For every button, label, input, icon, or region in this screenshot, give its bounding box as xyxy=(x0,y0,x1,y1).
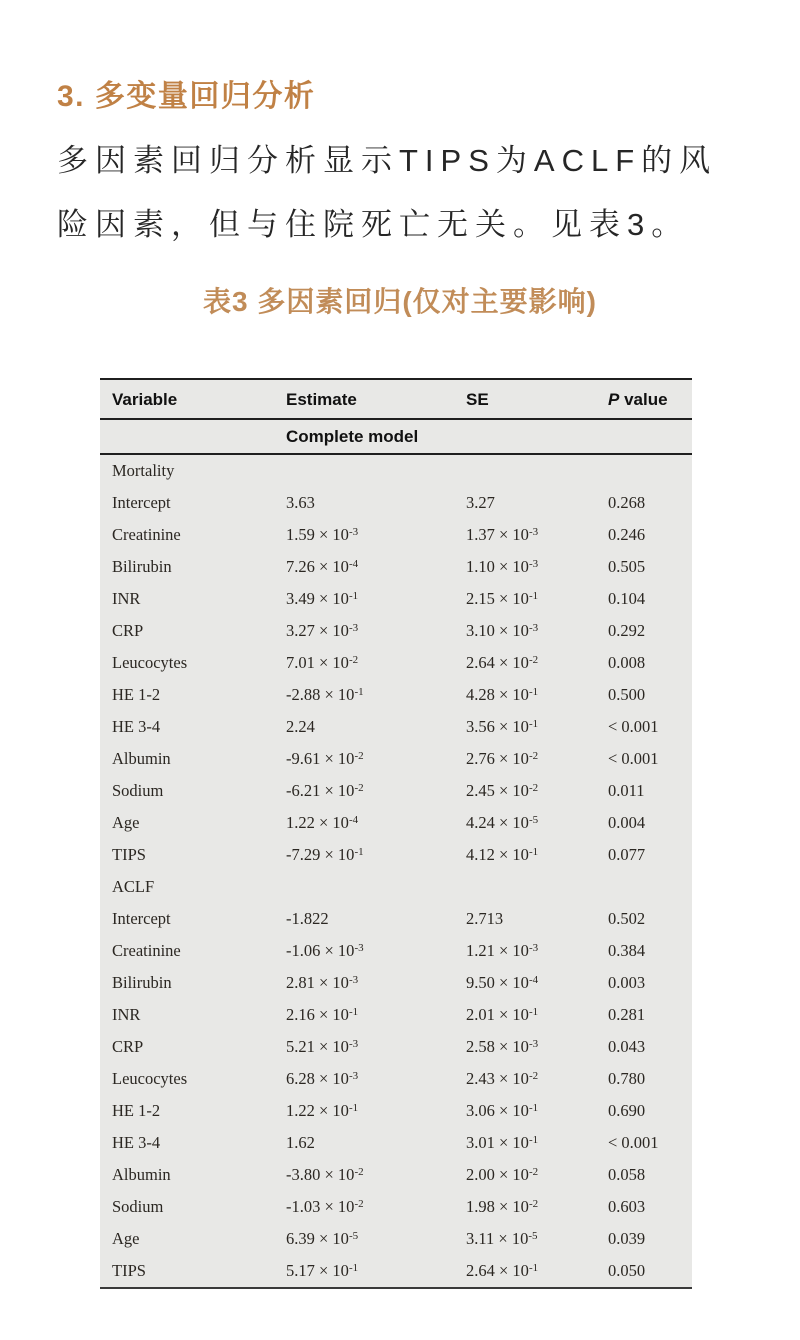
estimate-cell: $6.39 \times 10^{-5}$ xyxy=(286,1229,359,1248)
estimate-cell: $-3.80 \times 10^{-2}$ xyxy=(286,1165,364,1184)
p-value-cell xyxy=(608,871,692,903)
table-row xyxy=(100,1223,692,1255)
section-row xyxy=(100,454,692,487)
estimate-cell: $3.49 \times 10^{-1}$ xyxy=(286,589,359,608)
se-cell: $1.21 \times 10^{-3}$ xyxy=(466,941,539,960)
se-cell: $4.12 \times 10^{-1}$ xyxy=(466,845,539,864)
estimate-cell: 2.24 xyxy=(286,717,315,736)
table-row xyxy=(100,551,692,583)
section-row xyxy=(100,871,692,903)
p-value-cell: 0.004 xyxy=(608,813,646,832)
se-cell: $4.28 \times 10^{-1}$ xyxy=(466,685,539,704)
table-caption: 表3 多因素回归(仅对主要影响) xyxy=(202,286,597,317)
table-row xyxy=(100,775,692,807)
variable-cell: Creatinine xyxy=(112,941,181,960)
p-value-cell: 0.104 xyxy=(608,589,646,608)
p-value-cell: < 0.001 xyxy=(608,749,659,768)
variable-cell: HE 3-4 xyxy=(112,1133,161,1152)
variable-cell: HE 3-4 xyxy=(112,717,161,736)
p-value-cell: 0.008 xyxy=(608,653,646,672)
se-cell: $2.64 \times 10^{-2}$ xyxy=(466,653,539,672)
table-row xyxy=(100,807,692,839)
table-row xyxy=(100,487,692,519)
estimate-cell: $-9.61 \times 10^{-2}$ xyxy=(286,749,364,768)
se-cell: 3.27 xyxy=(466,493,495,512)
subheader-spacer xyxy=(100,419,286,454)
p-value-cell: 0.500 xyxy=(608,685,646,704)
p-value-cell: 0.281 xyxy=(608,1005,646,1024)
se-cell: $2.58 \times 10^{-3}$ xyxy=(466,1037,539,1056)
variable-cell: TIPS xyxy=(112,845,146,864)
p-value-cell: 0.502 xyxy=(608,909,646,928)
estimate-cell: $-1.03 \times 10^{-2}$ xyxy=(286,1197,364,1216)
estimate-cell: -1.822 xyxy=(286,909,329,928)
estimate-cell xyxy=(286,871,466,903)
se-cell: $2.43 \times 10^{-2}$ xyxy=(466,1069,539,1088)
variable-cell: Albumin xyxy=(112,749,171,768)
column-header-estimate: Estimate xyxy=(286,380,466,419)
estimate-cell: $6.28 \times 10^{-3}$ xyxy=(286,1069,359,1088)
p-value-cell: 0.690 xyxy=(608,1101,646,1120)
estimate-cell: $2.81 \times 10^{-3}$ xyxy=(286,973,359,992)
p-value-cell: 0.077 xyxy=(608,845,646,864)
section-title: 3. 多变量回归分析 xyxy=(57,79,316,113)
p-value-cell: 0.039 xyxy=(608,1229,646,1248)
p-value-cell: 0.058 xyxy=(608,1165,646,1184)
p-value-cell: 0.050 xyxy=(608,1261,646,1280)
table-row xyxy=(100,839,692,871)
variable-cell: Age xyxy=(112,1229,140,1248)
se-cell: $3.10 \times 10^{-3}$ xyxy=(466,621,539,640)
table-row xyxy=(100,1159,692,1191)
estimate-cell: $5.21 \times 10^{-3}$ xyxy=(286,1037,359,1056)
p-value-cell: 0.011 xyxy=(608,781,645,800)
variable-cell: Creatinine xyxy=(112,525,181,544)
variable-cell: Sodium xyxy=(112,781,164,800)
se-cell: $3.56 \times 10^{-1}$ xyxy=(466,717,539,736)
table-row xyxy=(100,519,692,551)
estimate-cell: $1.22 \times 10^{-4}$ xyxy=(286,813,359,832)
variable-cell: HE 1-2 xyxy=(112,685,161,704)
se-cell xyxy=(466,871,608,903)
estimate-cell: $1.22 \times 10^{-1}$ xyxy=(286,1101,359,1120)
regression-table xyxy=(100,378,692,1289)
variable-cell: Intercept xyxy=(112,493,171,512)
estimate-cell: $7.26 \times 10^{-4}$ xyxy=(286,557,359,576)
table-row xyxy=(100,615,692,647)
subheader-complete-model: Complete model xyxy=(286,419,692,454)
estimate-cell: $7.01 \times 10^{-2}$ xyxy=(286,653,359,672)
table-row xyxy=(100,967,692,999)
body-paragraph: 多因素回归分析显示TIPS为ACLF的风险因素，但与住院死亡无关。见表3。 xyxy=(57,143,718,242)
table-row xyxy=(100,1095,692,1127)
p-value-cell: 0.780 xyxy=(608,1069,646,1088)
se-cell: $1.37 \times 10^{-3}$ xyxy=(466,525,539,544)
variable-cell: HE 1-2 xyxy=(112,1101,161,1120)
se-cell: $2.15 \times 10^{-1}$ xyxy=(466,589,539,608)
variable-cell: INR xyxy=(112,589,141,608)
p-value-cell: 0.505 xyxy=(608,557,646,576)
table-header xyxy=(100,380,692,454)
variable-cell: CRP xyxy=(112,621,144,640)
column-header-p-value: P value xyxy=(608,380,692,419)
se-cell: $2.01 \times 10^{-1}$ xyxy=(466,1005,539,1024)
estimate-cell: 3.63 xyxy=(286,493,315,512)
variable-cell: Leucocytes xyxy=(112,1069,188,1088)
table-row xyxy=(100,935,692,967)
se-cell: $3.01 \times 10^{-1}$ xyxy=(466,1133,539,1152)
estimate-cell: 1.62 xyxy=(286,1133,315,1152)
table-row xyxy=(100,1191,692,1223)
table-row xyxy=(100,583,692,615)
variable-cell: Bilirubin xyxy=(112,973,172,992)
estimate-cell: $-7.29 \times 10^{-1}$ xyxy=(286,845,364,864)
p-value-cell: 0.003 xyxy=(608,973,646,992)
p-value-cell: 0.043 xyxy=(608,1037,646,1056)
se-cell: $2.76 \times 10^{-2}$ xyxy=(466,749,539,768)
p-value-cell: 0.246 xyxy=(608,525,646,544)
table-row xyxy=(100,903,692,935)
table-row xyxy=(100,1063,692,1095)
p-value-cell: < 0.001 xyxy=(608,1133,659,1152)
p-value-cell xyxy=(608,454,692,487)
se-cell: $2.00 \times 10^{-2}$ xyxy=(466,1165,539,1184)
estimate-cell xyxy=(286,454,466,487)
variable-cell: TIPS xyxy=(112,1261,146,1280)
p-value-cell: 0.268 xyxy=(608,493,646,512)
column-header-se: SE xyxy=(466,380,608,419)
variable-cell: Leucocytes xyxy=(112,653,188,672)
se-cell xyxy=(466,454,608,487)
table-row xyxy=(100,999,692,1031)
p-value-cell: 0.603 xyxy=(608,1197,646,1216)
header-row xyxy=(100,380,692,419)
variable-cell: ACLF xyxy=(112,877,155,896)
column-header-variable: Variable xyxy=(100,380,286,419)
table-row xyxy=(100,1255,692,1287)
table-row xyxy=(100,711,692,743)
table-row xyxy=(100,647,692,679)
regression-table-grid xyxy=(100,380,692,1287)
table-body xyxy=(100,454,692,1287)
variable-cell: Bilirubin xyxy=(112,557,172,576)
estimate-cell: $-1.06 \times 10^{-3}$ xyxy=(286,941,364,960)
variable-cell: INR xyxy=(112,1005,141,1024)
variable-cell: Mortality xyxy=(112,461,175,480)
table-row xyxy=(100,743,692,775)
variable-cell: Intercept xyxy=(112,909,171,928)
se-cell: $4.24 \times 10^{-5}$ xyxy=(466,813,539,832)
estimate-cell: $5.17 \times 10^{-1}$ xyxy=(286,1261,359,1280)
se-cell: 2.713 xyxy=(466,909,504,928)
estimate-cell: $3.27 \times 10^{-3}$ xyxy=(286,621,359,640)
variable-cell: Age xyxy=(112,813,140,832)
se-cell: $2.64 \times 10^{-1}$ xyxy=(466,1261,539,1280)
estimate-cell: $-6.21 \times 10^{-2}$ xyxy=(286,781,364,800)
p-value-cell: 0.292 xyxy=(608,621,646,640)
table-row xyxy=(100,679,692,711)
table-row xyxy=(100,1031,692,1063)
se-cell: $1.98 \times 10^{-2}$ xyxy=(466,1197,539,1216)
subheader-row xyxy=(100,419,692,454)
table-row xyxy=(100,1127,692,1159)
p-value-cell: < 0.001 xyxy=(608,717,659,736)
se-cell: $9.50 \times 10^{-4}$ xyxy=(466,973,539,992)
estimate-cell: $1.59 \times 10^{-3}$ xyxy=(286,525,359,544)
se-cell: $3.06 \times 10^{-1}$ xyxy=(466,1101,539,1120)
estimate-cell: $-2.88 \times 10^{-1}$ xyxy=(286,685,364,704)
estimate-cell: $2.16 \times 10^{-1}$ xyxy=(286,1005,359,1024)
se-cell: $2.45 \times 10^{-2}$ xyxy=(466,781,539,800)
p-value-cell: 0.384 xyxy=(608,941,646,960)
variable-cell: Sodium xyxy=(112,1197,164,1216)
se-cell: $1.10 \times 10^{-3}$ xyxy=(466,557,539,576)
variable-cell: Albumin xyxy=(112,1165,171,1184)
se-cell: $3.11 \times 10^{-5}$ xyxy=(466,1229,538,1248)
variable-cell: CRP xyxy=(112,1037,144,1056)
